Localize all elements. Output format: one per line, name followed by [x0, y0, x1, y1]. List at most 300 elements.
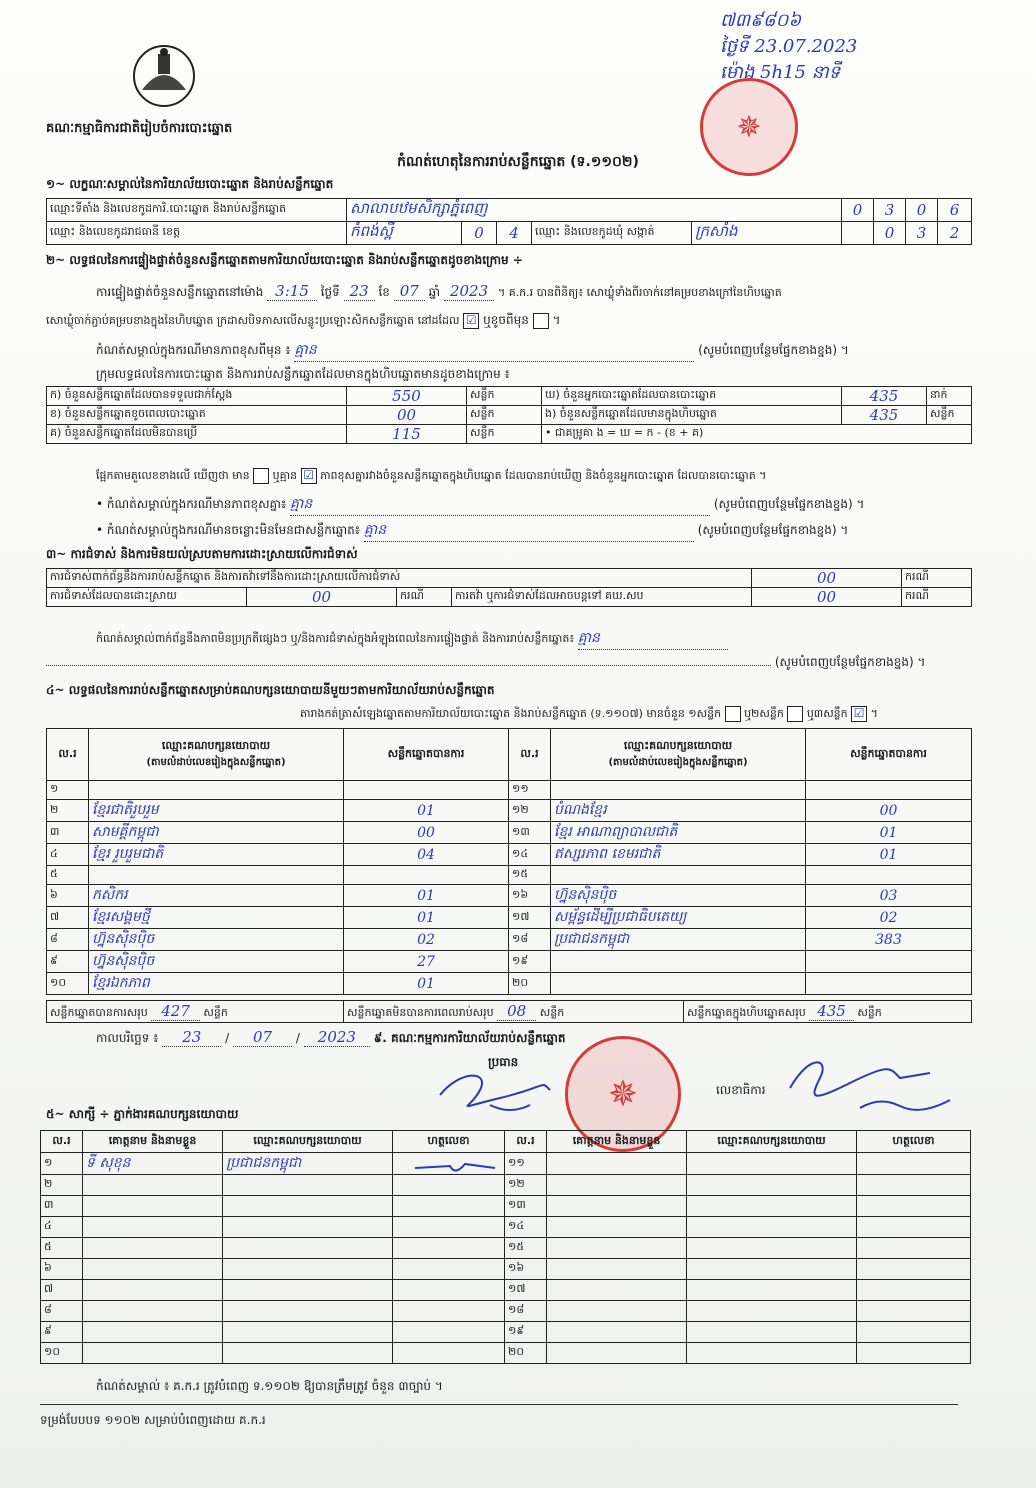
row-no: ៣ [41, 1196, 83, 1217]
party-votes [344, 866, 509, 885]
witness-party [223, 1175, 393, 1196]
row-no: ១៩ [509, 951, 551, 973]
seal-check-line: សោឃ្លុំចាក់ភ្ជាប់គម្របខាងក្នុងនៃហិបឆ្នោត ក្រដាសបិទភាសលើសន្លូះប្រឡោះសិកសន្លឹកឆ្នោត នៅដដែល ☑ ឬខូចពីមុន ។ [46, 312, 561, 327]
row-no: ៧ [41, 1280, 83, 1301]
witness-name [547, 1217, 687, 1238]
row-no: ១១ [505, 1153, 547, 1175]
row-no: ៦ [41, 1259, 83, 1280]
witness-signature-cell [393, 1196, 505, 1217]
party-name: ហ្វ៊ុនស៊ិនប៉ិច [89, 929, 344, 951]
damaged-checkbox[interactable] [533, 313, 549, 329]
table-row [47, 844, 972, 866]
commune-value: ក្រសាំង [692, 222, 842, 245]
stamp-line-2: ថ្ងៃទី 23.07.2023 [720, 36, 858, 57]
day-value: 23 [344, 282, 375, 301]
row-no: ២០ [509, 973, 551, 995]
complaint-table [46, 568, 972, 607]
party-votes: 01 [806, 822, 972, 844]
witness-party [223, 1217, 393, 1238]
count-label: គ) ចំនួនសន្លឹកឆ្នោតដែលមិនបានប្រើ [47, 425, 347, 444]
party-name: សាមគ្គីកម្ពុជា [89, 822, 344, 844]
table-row [47, 800, 972, 822]
date-day: 23 [162, 1028, 221, 1047]
party-name [89, 866, 344, 885]
witness-party [687, 1196, 857, 1217]
witness-name [83, 1196, 223, 1217]
col-no: ល.រ [47, 729, 89, 781]
row-no: ៦ [47, 885, 89, 907]
row-no: ១៥ [509, 866, 551, 885]
date-month: 07 [233, 1028, 292, 1047]
party-name [551, 781, 806, 800]
party-votes: 01 [344, 885, 509, 907]
witness-party [687, 1175, 857, 1196]
date-label: កាលបរិច្ឆេទ ៖ [96, 1031, 159, 1045]
total-valid [47, 1001, 344, 1023]
witness-name [547, 1175, 687, 1196]
row-no: ៤ [47, 844, 89, 866]
party-votes: 01 [806, 844, 972, 866]
total-box-label: សន្លឹកឆ្នោតក្នុងហិបឆ្នោតសរុប [687, 1005, 806, 1019]
province-label: ឈ្មោះ និងលេខកូដរាជធានី ខេត្ត [47, 222, 347, 245]
witness-name [83, 1343, 223, 1364]
witness-party [223, 1259, 393, 1280]
receipt-stamp [720, 8, 857, 86]
party-name: បំណងខ្មែរ [551, 800, 806, 822]
party-name: សម្ព័ន្ធដើម្បីប្រជាធិបតេយ្យ [551, 907, 806, 929]
party-votes: 02 [806, 907, 972, 929]
col-no: ល.រ [41, 1131, 83, 1153]
results-table [46, 728, 972, 995]
table-row [41, 1280, 971, 1301]
witness-party [687, 1259, 857, 1280]
bullet1-value: គ្មាន [290, 494, 710, 516]
row-no: ១២ [505, 1175, 547, 1196]
col-party: ឈ្មោះគណបក្សនយោបាយ [223, 1131, 393, 1153]
damaged-label: ឬខូចពីមុន [483, 313, 529, 327]
row-no: ១៨ [505, 1301, 547, 1322]
party-name [89, 781, 344, 800]
witness-name [547, 1343, 687, 1364]
party-name [551, 951, 806, 973]
witness-party [223, 1322, 393, 1343]
witness-party [687, 1301, 857, 1322]
table-row [41, 1175, 971, 1196]
count-label: ខ) ចំនួនសន្លឹកឆ្នោតខូចពេលបោះឆ្នោត [47, 406, 347, 425]
witness-signature-cell [857, 1280, 971, 1301]
tally-sheet-line: តារាងកត់ត្រាសំឡេងឆ្នោតតាមការិយាល័យបោះឆ្នោត និងរាប់សន្លឹកឆ្នោត (ទ.១១០៧) មានចំនួន ១សន្លឹក ឬ២សន្លឹក ឬ៣សន្លឹក ☑ ។ [300, 706, 878, 720]
total-invalid-label: សន្លឹកឆ្នោតមិនបានការពេលរាប់សរុប [347, 1005, 494, 1019]
col-party-title: ឈ្មោះគណបក្សនយោបាយ [161, 739, 271, 752]
col-no: ល.រ [505, 1131, 547, 1153]
total-invalid [344, 1001, 684, 1023]
section5-title: ៥~ សាក្សី ÷ ភ្នាក់ងារគណបក្សនយោបាយ [46, 1107, 239, 1121]
row-no: ១៩ [505, 1322, 547, 1343]
table-row [41, 1217, 971, 1238]
row-no: ១២ [509, 800, 551, 822]
witness-party [223, 1238, 393, 1259]
irregularity-continuation [46, 654, 971, 672]
secretary-label: លេខាធិការ [716, 1083, 766, 1097]
bullet1-label: • កំណត់សម្គាល់ក្នុងករណីមានភាពខុសគ្នា៖ [96, 497, 287, 511]
col-party: ឈ្មោះគណបក្សនយោបាយ [687, 1131, 857, 1153]
witness-name [83, 1280, 223, 1301]
witness-signature-cell [857, 1175, 971, 1196]
count-value: 550 [347, 387, 467, 406]
total-invalid-value: 08 [497, 1002, 536, 1021]
row-no: ១៣ [505, 1196, 547, 1217]
row-no: ៩ [47, 951, 89, 973]
count-row [47, 425, 972, 444]
row-no: ១៧ [505, 1280, 547, 1301]
row-no: ១៤ [505, 1217, 547, 1238]
count-label: ឃ) ចំនួនអ្នកបោះឆ្នោតដែលបានបោះឆ្នោត [542, 387, 842, 406]
col-signature: ហត្ថលេខា [857, 1131, 971, 1153]
row-no: ១៤ [509, 844, 551, 866]
total-valid-label: សន្លឹកឆ្នោតបានការសរុប [50, 1005, 148, 1019]
national-emblem-icon [128, 40, 200, 112]
witness-party [687, 1153, 857, 1175]
has-difference-checkbox[interactable] [253, 468, 269, 484]
col-name: គោត្តនាម និងនាមខ្លួន [83, 1131, 223, 1153]
row-no: ៨ [41, 1301, 83, 1322]
row-no: ៥ [47, 866, 89, 885]
committee-name: គណៈកម្មាធិការជាតិរៀបចំការបោះឆ្នោត [46, 121, 233, 136]
station-value: សាលាបឋមសិក្សាភ្នំពេញ [347, 199, 842, 222]
col-party [551, 729, 806, 781]
date-year: 2023 [304, 1028, 370, 1047]
verification-line [96, 282, 782, 302]
row-no: ១ [41, 1153, 83, 1175]
witness-name [547, 1238, 687, 1259]
party-name: ខ្មែរឯកភាព [89, 973, 344, 995]
witness-name: ទី សុខុន [83, 1153, 223, 1175]
col-party [89, 729, 344, 781]
date-line: កាលបរិច្ឆេទ ៖ 23 / 07 / 2023 ៩. គណៈកម្មការការិយាល័យរាប់សន្លឹកឆ្នោត [96, 1028, 566, 1046]
col-votes: សន្លឹកឆ្នោតបានការ [806, 729, 972, 781]
two-sheet-label: ឬ២សន្លឹក [744, 707, 784, 720]
count-value: 115 [347, 425, 467, 444]
committee-label: ៩. គណៈកម្មការការិយាល័យរាប់សន្លឹកឆ្នោត [373, 1031, 566, 1045]
count-value: 00 [347, 406, 467, 425]
bullet2-suffix: (សូមបំពេញបន្ថែមផ្នែកខាងខ្នង) ។ [697, 523, 849, 537]
day-label: ថ្ងៃទី [320, 285, 340, 299]
count-unit: សន្លឹក [467, 406, 542, 425]
party-votes: 01 [344, 973, 509, 995]
table-row [47, 866, 972, 885]
count-row [47, 406, 972, 425]
station-digit: 0 [842, 199, 874, 222]
row-no: ១០ [41, 1343, 83, 1364]
total-box [684, 1001, 972, 1023]
col-party-title: ឈ្មោះគណបក្សនយោបាយ [623, 739, 733, 752]
row-no: ៤ [41, 1217, 83, 1238]
complaint-label: ការជំទាស់ពាក់ព័ន្ធនឹងការរាប់សន្លឹកឆ្នោត និងការតវ៉ាទៅនឹងការដោះស្រាយលើការជំទាស់ [47, 569, 752, 588]
difference-note [96, 340, 971, 362]
table-row [47, 907, 972, 929]
bullet-note-1 [96, 494, 971, 516]
witness-party [687, 1280, 857, 1301]
tally-intro: តារាងកត់ត្រាសំឡេងឆ្នោតតាមការិយាល័យបោះឆ្នោត និងរាប់សន្លឹកឆ្នោត (ទ.១១០៧) មានចំនួន ១សន្លឹក [300, 707, 722, 720]
commune-label: ឈ្មោះ និងលេខកូដឃុំ សង្កាត់ [532, 222, 692, 245]
row-no: ៥ [41, 1238, 83, 1259]
witness-signature-cell [393, 1322, 505, 1343]
appeal-label: ការតវ៉ា ឬការជំទាស់ដែលអាចបន្តទៅ គឃ.សប [452, 588, 752, 607]
table-row [41, 1259, 971, 1280]
row-no: ២ [47, 800, 89, 822]
bullet2-label: • កំណត់សម្គាល់ក្នុងករណីមានចន្លោះមិនមែនជាសន្លឹកឆ្នោត៖ [96, 523, 361, 537]
witness-name [83, 1217, 223, 1238]
province-digit: 4 [497, 222, 532, 245]
party-votes: 03 [806, 885, 972, 907]
section4-title: ៤~ លទ្ធផលនៃការរាប់សន្លឹកឆ្នោតសម្រាប់គណបក្សនយោបាយនីមួយៗតាមការិយាល័យរាប់សន្លឹកឆ្នោត [46, 683, 495, 697]
table-row [41, 1238, 971, 1259]
witness-signature-cell [857, 1217, 971, 1238]
no-difference-checkbox[interactable]: ☑ [301, 468, 317, 484]
section1-title: ១~ លក្ខណៈសម្គាល់នៃការិយាល័យបោះឆ្នោត និងរាប់សន្លឹកឆ្នោត [46, 177, 334, 191]
row-no: ៨ [47, 929, 89, 951]
party-name: ខ្មែរ អាណាព្យាបាលជាតិ [551, 822, 806, 844]
month-label: ខែ [378, 285, 390, 299]
col-party-subtitle: (តាមលំដាប់លេខរៀងក្នុងសន្លឹកឆ្នោត) [146, 757, 286, 768]
party-name: កសិករ [89, 885, 344, 907]
form-footer: ទម្រង់បែបបទ ១១០២ សម្រាប់បំពេញដោយ គ.ក.រ [40, 1413, 266, 1427]
witness-party [687, 1322, 857, 1343]
note-label: កំណត់សម្គាល់ក្នុងករណីមានភាពខុសពីមុន ៖ [96, 343, 291, 357]
mismatch-label: ផ្អែកតាមតួលេខខាងលើ ឃើញថា មាន [96, 469, 250, 482]
witness-name [83, 1259, 223, 1280]
province-value: កំពង់ស្ពឺ [347, 222, 462, 245]
party-name [551, 973, 806, 995]
table-row [47, 951, 972, 973]
witness-signature-cell [857, 1322, 971, 1343]
table-row [41, 1153, 971, 1175]
row-no: ១០ [47, 973, 89, 995]
party-votes [806, 951, 972, 973]
witness-signature-cell [393, 1343, 505, 1364]
count-value: 435 [842, 406, 927, 425]
note-value: គ្មាន [294, 340, 694, 362]
party-name: ប្រជាជនកម្ពុជា [551, 929, 806, 951]
results-header [47, 729, 972, 781]
row-no: ១៦ [509, 885, 551, 907]
station-digit: 3 [874, 199, 906, 222]
count-label: ង) ចំនួនសន្លឹកឆ្នោតដែលមានក្នុងហិបឆ្នោត [542, 406, 842, 425]
party-name: ខ្មែរសង្គមថ្មី [89, 907, 344, 929]
party-votes: 383 [806, 929, 972, 951]
row-no: ១ [47, 781, 89, 800]
witness-name [547, 1322, 687, 1343]
formula: • ជាគម្រូគា ង = ឃ = ក - (ខ + គ) [542, 425, 972, 444]
table-row [47, 929, 972, 951]
party-name: ហ្វ៊ុនស៊ិនប៉ិច [89, 951, 344, 973]
three-sheet-label: ឬ៣សន្លឹក [806, 707, 848, 720]
irregularity-note [96, 628, 971, 650]
chair-label: ប្រធាន [488, 1055, 519, 1069]
row-no: ១៥ [505, 1238, 547, 1259]
verification-text: ។ គ.ក.រ បានពិនិត្យ៖ សោឃ្លុំទាំងពីរចាក់នៅគម្របខាងក្រៅនៃហិបឆ្នោត [497, 286, 782, 299]
section2-title: ២~ លទ្ធផលនៃការផ្ទៀងផ្ទាត់ចំនួនសន្លឹកឆ្នោតតាមការិយាល័យបោះឆ្នោត និងរាប់សន្លឹកឆ្នោតដូចខាងក្រោម ÷ [46, 253, 523, 267]
row-no: ១៧ [509, 907, 551, 929]
party-name: ហ្វ៊ុនស៊ិនប៉ិច [551, 885, 806, 907]
witness-name [83, 1175, 223, 1196]
table-row [41, 1301, 971, 1322]
witness-name [547, 1280, 687, 1301]
witness-signature-cell [393, 1259, 505, 1280]
col-name: គោត្តនាម និងនាមខ្លួន [547, 1131, 687, 1153]
row-no: ១១ [509, 781, 551, 800]
party-votes: 27 [344, 951, 509, 973]
note-suffix: (សូមបំពេញបន្ថែមផ្នែកខាងខ្នង) ។ [698, 343, 849, 357]
witness-signature-cell [393, 1301, 505, 1322]
table-row [47, 885, 972, 907]
party-name: ខ្មែរជាតិរួបរួម [89, 800, 344, 822]
table-row [47, 781, 972, 800]
total-valid-value: 427 [151, 1002, 200, 1021]
col-no: ល.រ [509, 729, 551, 781]
witness-party [223, 1280, 393, 1301]
table-row [47, 822, 972, 844]
seal-star-icon: ✵ [607, 1073, 639, 1115]
bullet2-value: គ្មាន [364, 520, 694, 542]
row-no: ១៦ [505, 1259, 547, 1280]
party-votes [344, 781, 509, 800]
station-label: ឈ្មោះទីតាំង និងលេខកូដការិ.បោះឆ្នោត និងរាប់សន្លឹកឆ្នោត [47, 199, 347, 222]
row-no: ២ [41, 1175, 83, 1196]
bullet-note-2 [96, 520, 971, 542]
witness-party [223, 1301, 393, 1322]
totals-table [46, 1000, 972, 1023]
irregularity-value: គ្មាន [578, 628, 728, 650]
count-value: 435 [842, 387, 927, 406]
chair-signature [430, 1060, 560, 1120]
party-votes: 00 [806, 800, 972, 822]
party-votes [806, 866, 972, 885]
witness-name [547, 1259, 687, 1280]
no-difference-label: ឬគ្មាន [272, 469, 298, 482]
witness-name [83, 1322, 223, 1343]
stamp-line-3: ម៉ោង 5h15 នាទី [720, 62, 841, 83]
witness-signature-cell [393, 1217, 505, 1238]
witness-signature-cell [857, 1343, 971, 1364]
form-title: កំណត់ហេតុនៃការរាប់សន្លឹកឆ្នោត (ទ.១១០២) [397, 154, 639, 170]
appeal-unit: ករណី [902, 588, 972, 607]
station-digit: 6 [938, 199, 972, 222]
table-row [41, 1322, 971, 1343]
row-no: ១៨ [509, 929, 551, 951]
col-signature: ហត្ថលេខា [393, 1131, 505, 1153]
seal-check-text: សោឃ្លុំចាក់ភ្ជាប់គម្របខាងក្នុងនៃហិបឆ្នោត ក្រដាសបិទភាសលើសន្លូះប្រឡោះសិកសន្លឹកឆ្នោត នៅដដែល [46, 314, 460, 327]
commune-digit: 0 [874, 222, 906, 245]
witness-party [687, 1217, 857, 1238]
table-row [41, 1196, 971, 1217]
total-box-value: 435 [809, 1002, 854, 1021]
province-digit: 0 [462, 222, 497, 245]
month-value: 07 [394, 282, 425, 301]
witness-party: ប្រជាជនកម្ពុជា [223, 1153, 393, 1175]
secretary-signature [780, 1048, 960, 1118]
party-name [551, 866, 806, 885]
count-table [46, 386, 972, 444]
witness-signature-cell [857, 1153, 971, 1175]
one-sheet-checkbox[interactable] [725, 706, 741, 722]
witness-header [41, 1131, 971, 1153]
witness-name [83, 1301, 223, 1322]
total-valid-unit: សន្លឹក [203, 1005, 228, 1019]
witness-name [83, 1238, 223, 1259]
party-votes: 00 [344, 822, 509, 844]
witness-signature-cell [857, 1238, 971, 1259]
witness-party [223, 1343, 393, 1364]
party-name: ខ្មែរ រួបរួមជាតិ [89, 844, 344, 866]
footnote: កំណត់សម្គាល់ ៖ គ.ក.រ ត្រូវបំពេញ ទ.១១០២ ឱ្យបានត្រឹមត្រូវ ចំនួន ៣ច្បាប់ ។ [96, 1379, 443, 1393]
witness-signature-cell [393, 1280, 505, 1301]
stamp-line-1: ៧៣៩៨០៦ [720, 10, 802, 31]
witness-signature-cell [857, 1301, 971, 1322]
count-unit: នាក់ [927, 387, 972, 406]
year-value: 2023 [444, 282, 494, 301]
witness-signature-cell [393, 1238, 505, 1259]
resolved-label: ការជំទាស់ដែលបានដោះស្រាយ [47, 588, 247, 607]
count-unit: សន្លឹក [927, 406, 972, 425]
row-no: ១៣ [509, 822, 551, 844]
party-votes [806, 973, 972, 995]
mismatch-line [96, 468, 766, 485]
witness-party [687, 1343, 857, 1364]
two-sheet-checkbox[interactable] [787, 706, 803, 722]
col-votes: សន្លឹកឆ្នោតបានការ [344, 729, 509, 781]
row-no: ៩ [41, 1322, 83, 1343]
result-intro: ក្រុមលទ្ធផលនៃការបោះឆ្នោត និងការរាប់សន្លឹកឆ្នោតដែលមានក្នុងហិបឆ្នោតមានដូចខាងក្រោម ៖ [96, 367, 510, 381]
station-digit: 0 [906, 199, 938, 222]
witness-signature-cell [857, 1259, 971, 1280]
witness-table [40, 1130, 971, 1364]
three-sheet-checkbox[interactable]: ☑ [851, 706, 867, 722]
table-row [41, 1343, 971, 1364]
resolved-value: 00 [247, 588, 397, 607]
witness-name [547, 1196, 687, 1217]
year-label: ឆ្នាំ [428, 285, 441, 299]
section3-title: ៣~ ការជំទាស់ និងការមិនយល់ស្របតាមការដោះស្រាយលើការជំទាស់ [46, 547, 358, 561]
commune-digit: 3 [906, 222, 938, 245]
row-no: ៧ [47, 907, 89, 929]
count-unit: សន្លឹក [467, 387, 542, 406]
intact-checkbox[interactable]: ☑ [463, 313, 479, 329]
witness-signature-cell [857, 1196, 971, 1217]
witness-party [687, 1238, 857, 1259]
appeal-value: 00 [752, 588, 902, 607]
time-value: 3:15 [267, 282, 317, 301]
mismatch-text: ភាពខុសគ្នារវាងចំនួនសន្លឹកឆ្នោតក្នុងហិបឆ្នោត ដែលបានរាប់ឃើញ និងចំនួនអ្នកបោះឆ្នោត ដែលបានបោះឆ្នោត ។ [320, 469, 767, 482]
count-label: ក) ចំនួនសន្លឹកឆ្នោតដែលបានទទួលជាក់ស្តែង [47, 387, 347, 406]
count-row [47, 387, 972, 406]
witness-signature [410, 1154, 500, 1178]
footer-divider [40, 1404, 958, 1405]
complaint-unit: ករណី [902, 569, 972, 588]
row-no: ២០ [505, 1343, 547, 1364]
time-label: ការផ្ទៀងផ្ទាត់ចំនួនសន្លឹកឆ្នោតនៅម៉ោង [96, 285, 264, 299]
resolved-unit: ករណី [397, 588, 452, 607]
row-no: ៣ [47, 822, 89, 844]
complaint-value: 00 [752, 569, 902, 588]
party-votes: 01 [344, 907, 509, 929]
party-votes [806, 781, 972, 800]
col-party-subtitle: (តាមលំដាប់លេខរៀងក្នុងសន្លឹកឆ្នោត) [608, 757, 748, 768]
irregularity-label: កំណត់សម្គាល់ពាក់ព័ន្ធនឹងភាពមិនប្រក្រតីផ្សេងៗ ឬ/និងការជំទាស់ក្នុងអំឡុងពេលនៃការផ្ទៀងផ្ទាត់ និងការរាប់សន្លឹកឆ្នោត៖ [96, 632, 575, 645]
witness-name [547, 1301, 687, 1322]
commune-digit: 2 [938, 222, 972, 245]
party-votes: 01 [344, 800, 509, 822]
